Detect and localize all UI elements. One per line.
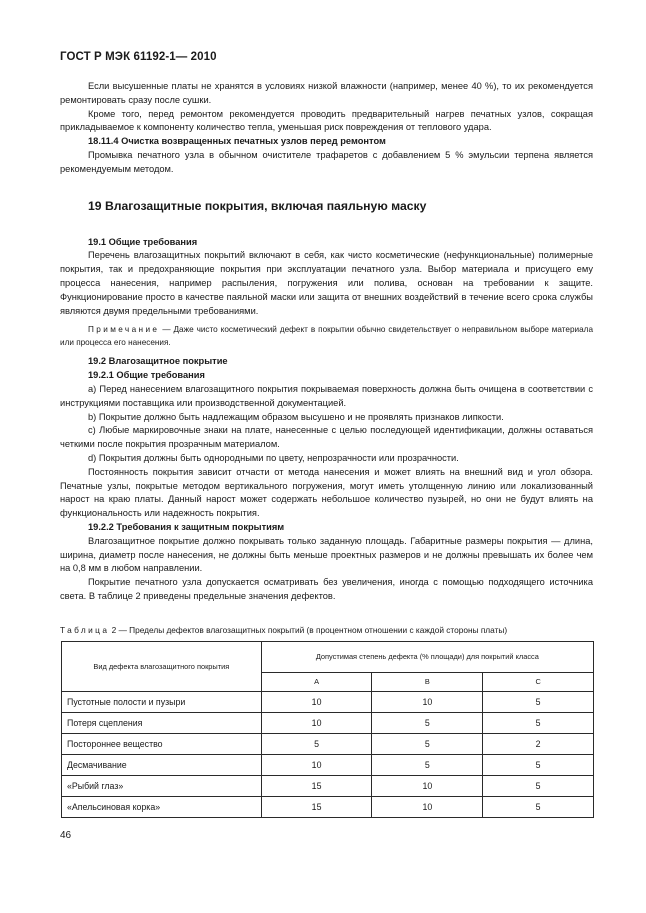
paragraph: b) Покрытие должно быть надлежащим образом высушено и не проявлять признаков липкости.	[88, 411, 504, 422]
value-class-b: 5	[372, 734, 483, 755]
column-header-defect: Вид дефекта влагозащитного покрытия	[62, 642, 262, 692]
paragraph: a) Перед нанесением влагозащитного покрытия покрываемая поверхность должна быть очищена в соответствии с инструкциями поставщика или производственной документацией.	[60, 383, 593, 408]
table-row	[62, 755, 594, 776]
value-class-a: 10	[261, 713, 372, 734]
standard-header: ГОСТ Р МЭК 61192-1— 2010	[60, 51, 217, 63]
paragraph: d) Покрытия должны быть однородными по цвету, непрозрачности или прозрачности.	[88, 452, 459, 463]
value-class-a: 5	[261, 734, 372, 755]
note-text: — Даже чисто косметический дефект в покрытии обычно свидетельствует о неправильном выборе материала или процесса его нанесения.	[60, 325, 593, 347]
value-class-b: 5	[372, 755, 483, 776]
defect-name: Потеря сцепления	[62, 713, 262, 734]
defect-name: Постороннее вещество	[62, 734, 262, 755]
section-heading-19-2-2: 19.2.2 Требования к защитным покрытиям	[88, 521, 285, 532]
paragraph: c) Любые маркировочные знаки на плате, нанесенные с целью последующей идентификации, должны оставаться четкими после покрытия прозрачным материалом.	[60, 425, 593, 450]
column-header-class-c: C	[483, 673, 594, 692]
paragraph: Влагозащитное покрытие должно покрывать только заданную площадь. Габаритные размеры покрытия — длина, ширина, диаметр после нанесения, не должны быть меньше проектных размеров и не должны превышать их более чем на 0,8 мм в любом направлении.	[60, 535, 593, 574]
defect-name: Пустотные полости и пузыри	[62, 692, 262, 713]
value-class-b: 10	[372, 692, 483, 713]
note	[60, 324, 593, 349]
table-row	[62, 734, 594, 755]
defects-table	[61, 641, 594, 818]
value-class-c: 2	[483, 734, 594, 755]
value-class-a: 10	[261, 755, 372, 776]
table-caption	[60, 624, 600, 636]
paragraph: Постоянность покрытия зависит отчасти от метода нанесения и может влиять на внешний вид и угол обзора. Печатные узлы, покрытые методом вертикального погружения, могут иметь утолщенную линию или локализованный нарост на краю платы. Данный нарост может содержать небольшое количество пузырей, но они не будут влиять на функциональность или надежность покрытия.	[60, 466, 593, 519]
paragraph: Покрытие печатного узла допускается осматривать без увеличения, иногда с помощью подходящего источника света. В таблице 2 приведены предельные значения дефектов.	[60, 577, 593, 601]
paragraph: Перечень влагозащитных покрытий включают в себя, как чисто косметические (нефункциональные) полимерные покрытия, так и предохраняющие покрытия при эксплуатации печатного узла. Выбор материала и присущего ему процесса нанесения, например распыления, погружения или полива, основан на требовании к защите. Функционирование просто в качестве паяльной маски или защита от внешних воздействий в течение всего срока службы являются двумя предельными требованиями.	[60, 250, 593, 316]
table-caption-text: 2 — Пределы дефектов влагозащитных покрытий (в процентном отношении с каждой стороны платы)	[109, 625, 508, 635]
table-row	[62, 776, 594, 797]
table-row	[62, 713, 594, 734]
defect-name: «Рыбий глаз»	[62, 776, 262, 797]
defect-name: Десмачивание	[62, 755, 262, 776]
paragraph: Промывка печатного узла в обычном очистителе трафаретов с добавлением 5 % эмульсии терпена является рекомендуемым методом.	[60, 149, 593, 174]
defect-name: «Апельсиновая корка»	[62, 797, 262, 818]
page-number: 46	[60, 830, 72, 841]
table-row	[62, 692, 594, 713]
section-heading-18-11-4: 18.11.4 Очистка возвращенных печатных узлов перед ремонтом	[88, 136, 386, 147]
value-class-c: 5	[483, 797, 594, 818]
value-class-b: 5	[372, 713, 483, 734]
table-caption-label: Таблица	[60, 625, 110, 635]
value-class-c: 5	[483, 776, 594, 797]
value-class-b: 10	[372, 776, 483, 797]
column-header-class-a: A	[261, 673, 372, 692]
body-text	[60, 80, 593, 604]
paragraph: Если высушенные платы не хранятся в условиях низкой влажности (например, менее 40 %), то их рекомендуется ремонтировать сразу после сушки.	[60, 81, 593, 105]
value-class-c: 5	[483, 713, 594, 734]
value-class-c: 5	[483, 692, 594, 713]
section-title-19: 19 Влагозащитные покрытия, включая паяльную маску	[88, 198, 427, 213]
section-heading-19-1: 19.1 Общие требования	[88, 236, 198, 247]
note-label: Примечание	[88, 325, 160, 335]
table-row	[62, 797, 594, 818]
paragraph: Кроме того, перед ремонтом рекомендуется проводить предварительный нагрев печатных узлов, сокращая прикладываемое к компоненту количество тепла, уменьшая риск повреждения от теплового удара.	[60, 108, 593, 133]
column-header-group: Допустимая степень дефекта (% площади) для покрытий класса	[261, 642, 593, 673]
column-header-class-b: B	[372, 673, 483, 692]
value-class-a: 15	[261, 776, 372, 797]
value-class-c: 5	[483, 755, 594, 776]
section-heading-19-2: 19.2 Влагозащитное покрытие	[88, 356, 228, 367]
section-heading-19-2-1: 19.2.1 Общие требования	[88, 370, 205, 381]
value-class-b: 10	[372, 797, 483, 818]
value-class-a: 10	[261, 692, 372, 713]
value-class-a: 15	[261, 797, 372, 818]
